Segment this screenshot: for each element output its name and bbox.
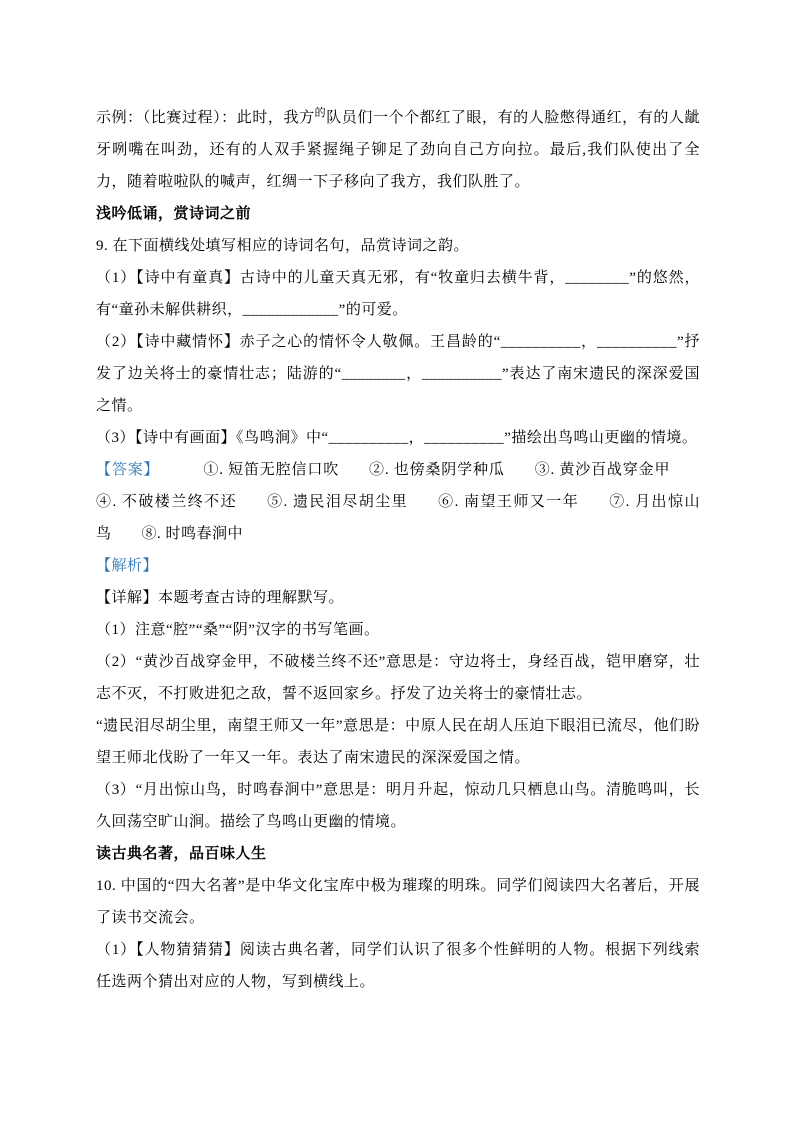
answer-item: ⑥. 南望王师又一年 <box>438 494 580 510</box>
example-paragraph <box>96 97 700 198</box>
question-9-part3: （3）【诗中有画面】《鸟鸣涧》中“__________，__________”描绘出鸟鸣山更幽的情境。 <box>96 430 698 446</box>
answer-item: ②. 也傍桑阴学种瓜 <box>369 462 505 478</box>
question-10-part1: （1）【人物猜猜猜】阅读古典名著，同学们认识了很多个性鲜明的人物。根据下列线索任选两个猜出对应的人物，写到横线上。 <box>96 942 700 990</box>
answer-item: ⑦. 月出惊山鸟 <box>96 494 700 542</box>
analysis-p3: “遗民泪尽胡尘里，南望王师又一年”意思是：中原人民在胡人压迫下眼泪已流尽，他们盼望王师北伐盼了一年又一年。表达了南宋遗民的深深爱国之情。 <box>96 718 700 766</box>
answer-item: ①. 短笛无腔信口吹 <box>203 462 340 478</box>
section-heading-classics: 读古典名著，品百味人生 <box>96 846 267 862</box>
answer-item: ⑧. 时鸣春涧中 <box>141 526 244 542</box>
analysis-label-line <box>96 550 700 582</box>
question-10-stem: 10. 中国的“四大名著”是中华文化宝库中极为璀璨的明珠。同学们阅读四大名著后，开展了读书交流会。 <box>96 878 700 926</box>
example-text-post: 队员们一个个都红了眼，有的人脸憋得通红，有的人龇牙咧嘴在叫劲，还有的人双手紧握绳子铆足了劲向自己方向拉。最后,我们队使出了全力，随着啦啦队的喊声，红绸一下子移向了我方，我们队胜了。 <box>96 110 700 190</box>
detail-intro: 本题考查古诗的理解默写。 <box>158 590 345 606</box>
analysis-detail-line <box>96 582 700 614</box>
analysis-p2: （2）“黄沙百战穿金甲，不破楼兰终不还”意思是：守边将士，身经百战，铠甲磨穿，壮志不灭，不打败进犯之敌，誓不返回家乡。抒发了边关将士的豪情壮志。 <box>96 654 700 702</box>
analysis-p1: （1）注意“腔”“桑”“阴”汉字的书写笔画。 <box>96 622 380 638</box>
question-9-part2: （2）【诗中藏情怀】赤子之心的情怀令人敬佩。王昌龄的“__________，__________”抒发了边关将士的豪情壮志；陆游的“________，__________”表达了南宋遗民的深深爱国之情。 <box>96 334 700 414</box>
answer-label: 【答案】 <box>96 462 160 478</box>
analysis-p4: （3）“月出惊山鸟，时鸣春涧中”意思是：明月升起，惊动几只栖息山鸟。清脆鸣叫，长久回荡空旷山涧。描绘了鸟鸣山更幽的情境。 <box>96 782 700 830</box>
question-9-part1: （1）【诗中有童真】古诗中的儿童天真无邪，有“牧童归去横牛背，________”的悠然，有“童孙未解供耕织，____________”的可爱。 <box>96 270 700 318</box>
analysis-label: 【解析】 <box>96 558 159 574</box>
example-superscript: 的 <box>314 107 327 119</box>
answer-item: ④. 不破楼兰终不还 <box>96 494 238 510</box>
document-content <box>96 97 700 998</box>
answer-item: ③. 黄沙百战穿金甲 <box>534 462 670 478</box>
question-9-stem: 9. 在下面横线处填写相应的诗词名句，品赏诗词之韵。 <box>96 238 470 254</box>
answer-item: ⑤. 遗民泪尽胡尘里 <box>267 494 409 510</box>
answer-items <box>96 462 700 542</box>
section-heading-poetry: 浅吟低诵，赏诗词之前 <box>96 206 252 222</box>
detail-label: 【详解】 <box>96 590 159 606</box>
example-text-pre: 示例：（比赛过程）：此时，我方 <box>96 110 315 126</box>
answer-line <box>96 454 700 550</box>
